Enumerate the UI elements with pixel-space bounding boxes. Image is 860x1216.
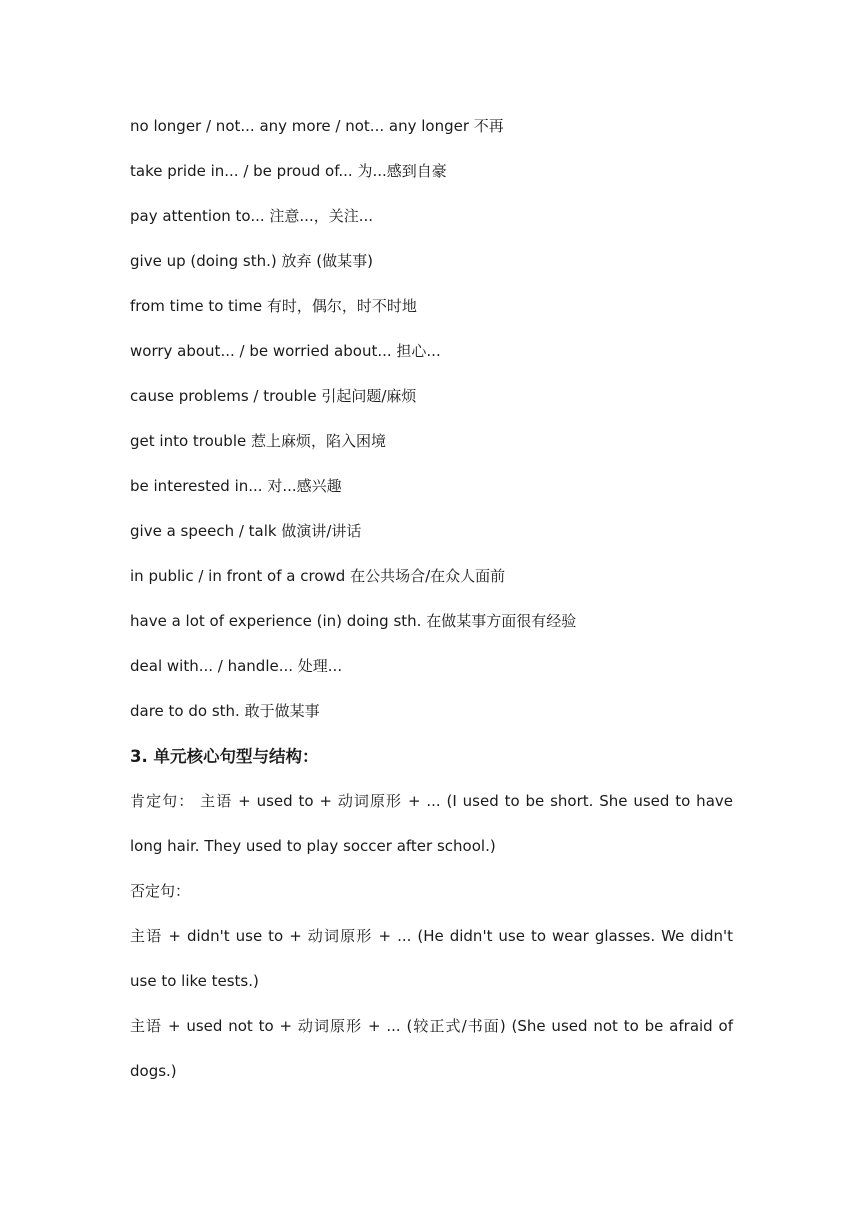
phrase-line: give up (doing sth.) 放弃 (做某事) bbox=[130, 252, 373, 270]
phrase-line: have a lot of experience (in) doing sth. 在做某事方面很有经验 bbox=[130, 612, 577, 630]
section-heading: 3. 单元核心句型与结构： bbox=[130, 747, 319, 766]
phrase-line: deal with... / handle... 处理... bbox=[130, 657, 343, 675]
phrase-line: in public / in front of a crowd 在公共场合/在众人面前 bbox=[130, 567, 506, 585]
phrase-line: from time to time 有时，偶尔，时不时地 bbox=[130, 297, 417, 315]
phrase-line: get into trouble 惹上麻烦，陷入困境 bbox=[130, 432, 386, 450]
phrase-line: pay attention to... 注意...，关注... bbox=[130, 207, 374, 225]
negative-label: 否定句： bbox=[130, 882, 191, 900]
negative-structure-1: 主语 + didn't use to + 动词原形 + ... (He didn't use to wear glasses. We didn't use to like tests.) bbox=[130, 927, 733, 990]
phrase-line: be interested in... 对...感兴趣 bbox=[130, 477, 342, 495]
phrase-line: dare to do sth. 敢于做某事 bbox=[130, 702, 320, 720]
document-page bbox=[130, 104, 733, 1094]
affirmative-structure: 肯定句： 主语 + used to + 动词原形 + ... (I used to be short. She used to have long hair. They used to play soccer after school.) bbox=[130, 792, 733, 855]
phrase-line: worry about... / be worried about... 担心... bbox=[130, 342, 441, 360]
phrase-line: take pride in... / be proud of... 为...感到自豪 bbox=[130, 162, 447, 180]
phrase-line: give a speech / talk 做演讲/讲话 bbox=[130, 522, 362, 540]
negative-structure-2: 主语 + used not to + 动词原形 + ... (较正式/书面) (She used not to be afraid of dogs.) bbox=[130, 1017, 733, 1080]
phrase-line: no longer / not... any more / not... any longer 不再 bbox=[130, 117, 504, 135]
phrase-line: cause problems / trouble 引起问题/麻烦 bbox=[130, 387, 417, 405]
